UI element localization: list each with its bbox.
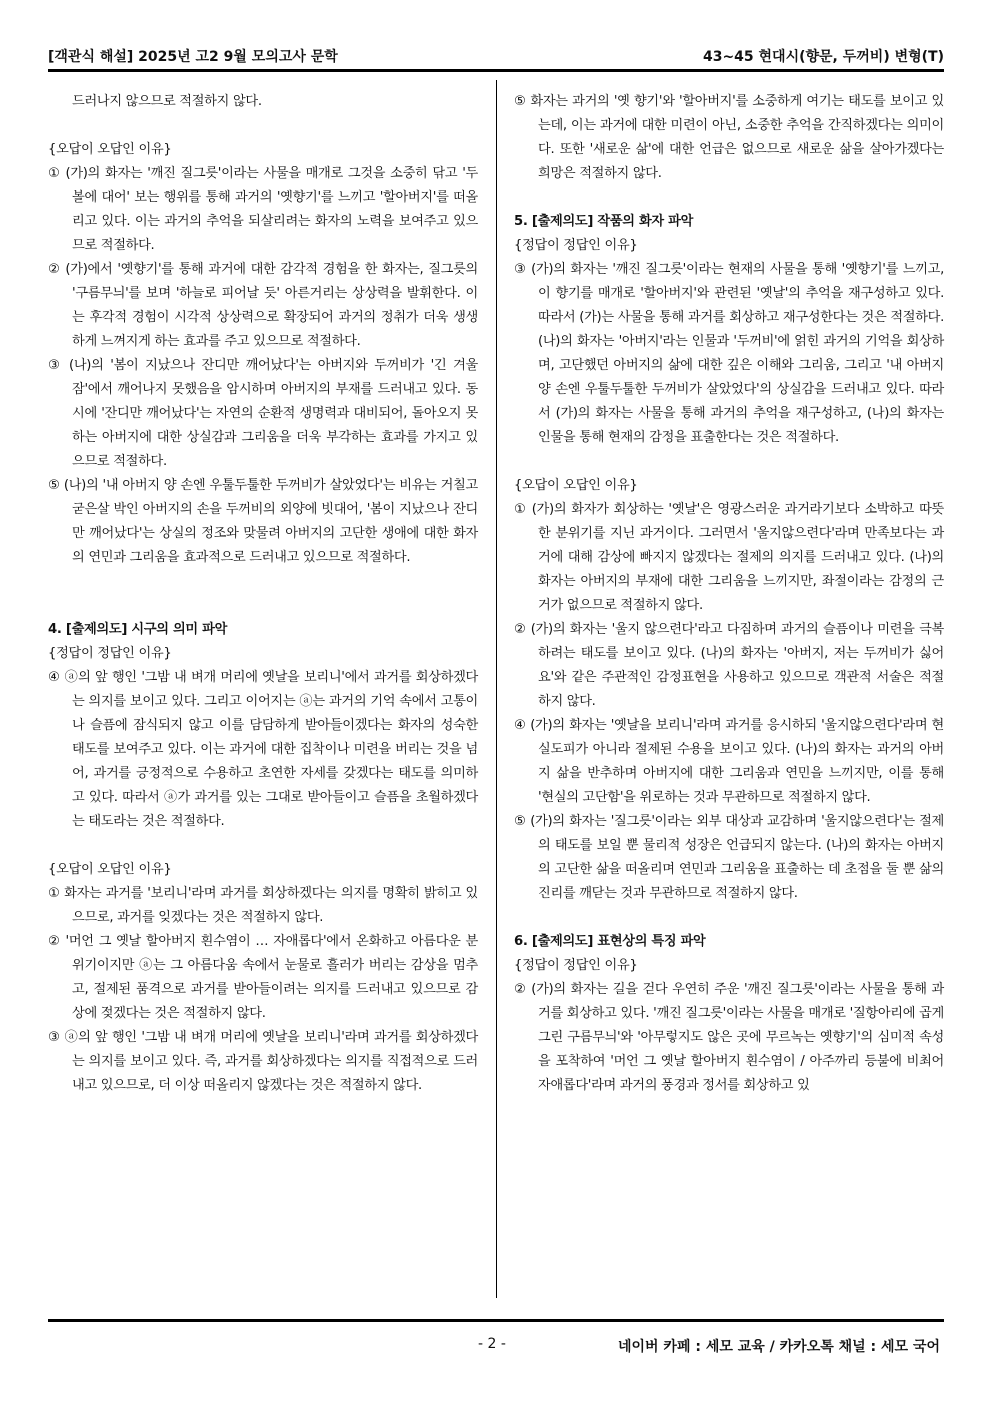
question-heading-5: 5. [출제의도] 작품의 화자 파악 xyxy=(514,214,694,229)
top-rule xyxy=(48,69,944,72)
right-answer-label: {정답이 정답인 이유} xyxy=(514,958,638,973)
left-column xyxy=(48,90,478,1098)
column-divider xyxy=(496,80,497,1298)
spacer xyxy=(48,114,478,138)
spacer xyxy=(514,450,944,474)
explanation-item: ① (가)의 화자가 회상하는 '옛날'은 영광스러운 과거라기보다 소박하고 따뜻한 분위기를 지닌 과거이다. 그러면서 '울지않으련다'라며 만족보다는 과거에 대해 감상에 빠지지 않겠다는 절제의 의지를 드러내고 있다. (나)의 화자는 아버지의 부재에 대한 그리움을 느끼지만, 좌절이라는 감정의 근거가 없으므로 적절하지 않다. xyxy=(514,502,944,613)
spacer xyxy=(514,186,944,210)
explanation-item: ① 화자는 과거를 '보리니'라며 과거를 회상하겠다는 의지를 명확히 밝히고 있으므로, 과거를 잊겠다는 것은 적절하지 않다. xyxy=(48,886,478,925)
spacer xyxy=(48,594,478,618)
continued-text: 드러나지 않으므로 적절하지 않다. xyxy=(72,94,262,109)
bottom-rule xyxy=(48,1319,944,1322)
spacer xyxy=(48,834,478,858)
wrong-answer-label: {오답이 오답인 이유} xyxy=(48,142,172,157)
right-answer-label: {정답이 정답인 이유} xyxy=(48,646,172,661)
question-heading-6: 6. [출제의도] 표현상의 특징 파악 xyxy=(514,934,706,949)
explanation-item: ④ (가)의 화자는 '옛날을 보리니'라며 과거를 응시하되 '울지않으련다'라며 현실도피가 아니라 절제된 수용을 보이고 있다. (나)의 화자는 과거의 아버지 삶을 반추하며 아버지에 대한 그리움과 연민을 느끼지만, 이를 통해 '현실의 고단함'을 위로하는 것과 무관하므로 적절하지 않다. xyxy=(514,718,944,805)
explanation-item: ② (가)의 화자는 '울지 않으련다'라고 다짐하며 과거의 슬픔이나 미련을 극복하려는 태도를 보이고 있다. (나)의 화자는 '아버지, 저는 두꺼비가 싫어요'와 같은 주관적인 감정표현을 사용하고 있으므로 객관적 서술은 적절하지 않다. xyxy=(514,622,944,709)
explanation-item: ② (가)의 화자는 길을 걷다 우연히 주운 '깨진 질그릇'이라는 사물을 통해 과거를 회상하고 있다. '깨진 질그릇'이라는 사물을 매개로 '질항아리에 곱게 그린 구름무늬'와 '아무렇지도 않은 곳에 무르녹는 옛향기'의 심미적 속성을 포착하여 '머언 그 옛날 할아버지 흰수염이 / 아주까리 등불에 비최어 자애롭다'라며 과거의 풍경과 정서를 회상하고 있 xyxy=(514,982,944,1093)
explanation-item: ③ (가)의 화자는 '깨진 질그릇'이라는 현재의 사물을 통해 '옛향기'를 느끼고, 이 향기를 매개로 '할아버지'와 관련된 '옛날'의 추억을 재구성하고 있다. 따라서 (가)는 사물을 통해 과거를 회상하고 재구성한다는 것은 적절하다. (나)의 화자는 '아버지'라는 인물과 '두꺼비'에 얽힌 과거의 기억을 회상하며, 고단했던 아버지의 삶에 대한 깊은 이해와 그리움, 그리고 '내 아버지 양 손엔 우툴두툴한 두꺼비가 살았었다'의 상실감을 드러내고 있다. 따라서 (가)의 화자는 사물을 통해 과거의 추억을 재구성하고, (나)의 화자는 인물을 통해 현재의 감정을 표출한다는 것은 적절하다. xyxy=(514,262,944,445)
explanation-item: ② '머언 그 옛날 할아버지 흰수염이 … 자애롭다'에서 온화하고 아름다운 분위기이지만 ⓐ는 그 아름다움 속에서 눈물로 흘러가 버리는 감상을 멈추고, 절제된 품격으로 과거를 받아들이려는 의지를 드러내고 있으므로 감상에 젖겠다는 것은 적절하지 않다. xyxy=(48,934,478,1021)
explanation-item: ③ ⓐ의 앞 행인 '그밤 내 벼개 머리에 옛날을 보리니'라며 과거를 회상하겠다는 의지를 보이고 있다. 즉, 과거를 회상하겠다는 의지를 직접적으로 드러내고 있으므로, 더 이상 떠올리지 않겠다는 것은 적절하지 않다. xyxy=(48,1030,478,1093)
right-answer-label: {정답이 정답인 이유} xyxy=(514,238,638,253)
header-subtitle: 43~45 현대시(향문, 두꺼비) 변형(T) xyxy=(702,49,944,65)
spacer xyxy=(48,570,478,594)
question-heading-4: 4. [출제의도] 시구의 의미 파악 xyxy=(48,622,228,637)
explanation-item: ② (가)에서 '옛향기'를 통해 과거에 대한 감각적 경험을 한 화자는, 질그릇의 '구름무늬'를 보며 '하늘로 피어날 듯' 아른거리는 상상력을 발휘한다. 이는 후각적 경험이 시각적 상상력으로 확장되어 과거의 정취가 더욱 생생하게 느껴지게 하는 효과를 주고 있으므로 적절하다. xyxy=(48,262,478,349)
wrong-answer-label: {오답이 오답인 이유} xyxy=(514,478,638,493)
right-column xyxy=(514,90,944,1098)
explanation-item: ⑤ (나)의 '내 아버지 양 손엔 우툴두툴한 두꺼비가 살았었다'는 비유는 거칠고 굳은살 박인 아버지의 손을 두꺼비의 외양에 빗대어, '봄이 지났으나 잔디만 깨어났다'는 상실의 정조와 맞물려 아버지의 고단한 생애에 대한 화자의 연민과 그리움을 효과적으로 드러내고 있으므로 적절하다. xyxy=(48,478,478,565)
spacer xyxy=(514,906,944,930)
footer-channel-info: 네이버 카페 : 세모 교육 / 카카오톡 채널 : 세모 국어 xyxy=(617,1339,940,1355)
explanation-item: ③ (나)의 '봄이 지났으나 잔디만 깨어났다'는 아버지와 두꺼비가 '긴 겨울잠'에서 깨어나지 못했음을 암시하며 아버지의 부재를 드러내고 있다. 동시에 '잔디만 깨어났다'는 자연의 순환적 생명력과 대비되어, 돌아오지 못하는 아버지에 대한 상실감과 그리움을 더욱 부각하는 효과를 가지고 있으므로 적절하다. xyxy=(48,358,478,469)
page-number: - 2 - xyxy=(478,1336,506,1352)
explanation-item: ④ ⓐ의 앞 행인 '그밤 내 벼개 머리에 옛날을 보리니'에서 과거를 회상하겠다는 의지를 보이고 있다. 그리고 이어지는 ⓐ는 과거의 기억 속에서 고통이나 슬픔에 잠식되지 않고 이를 담담하게 받아들이겠다는 화자의 성숙한 태도를 보여주고 있다. 이는 과거에 대한 집착이나 미련을 버리는 것을 넘어, 과거를 긍정적으로 수용하고 초연한 자세를 갖겠다는 태도를 의미하고 있다. 따라서 ⓐ가 과거를 있는 그대로 받아들이고 슬픔을 초월하겠다는 태도라는 것은 적절하다. xyxy=(48,670,478,829)
explanation-item: ⑤ (가)의 화자는 '질그릇'이라는 외부 대상과 교감하며 '울지않으련다'는 절제의 태도를 보일 뿐 물리적 성장은 언급되지 않는다. (나)의 화자는 아버지의 고단한 삶을 떠올리며 연민과 그리움을 표출하는 데 초점을 둘 뿐 삶의 진리를 깨닫는 것과 무관하므로 적절하지 않다. xyxy=(514,814,944,901)
wrong-answer-label: {오답이 오답인 이유} xyxy=(48,862,172,877)
header-title: [객관식 해설] 2025년 고2 9월 모의고사 문학 xyxy=(48,49,338,65)
explanation-item: ⑤ 화자는 과거의 '옛 향기'와 '할아버지'를 소중하게 여기는 태도를 보이고 있는데, 이는 과거에 대한 미련이 아닌, 소중한 추억을 간직하겠다는 의미이다. 또한 '새로운 삶'에 대한 언급은 없으므로 새로운 삶을 살아가겠다는 희망은 적절하지 않다. xyxy=(514,94,944,181)
explanation-item: ① (가)의 화자는 '깨진 질그릇'이라는 사물을 매개로 그것을 소중히 닦고 '두볼에 대어' 보는 행위를 통해 과거의 '옛향기'를 느끼고 '할아버지'를 떠올리고 있다. 이는 과거의 추억을 되살리려는 화자의 노력을 보여주고 있으므로 적절하다. xyxy=(48,166,478,253)
